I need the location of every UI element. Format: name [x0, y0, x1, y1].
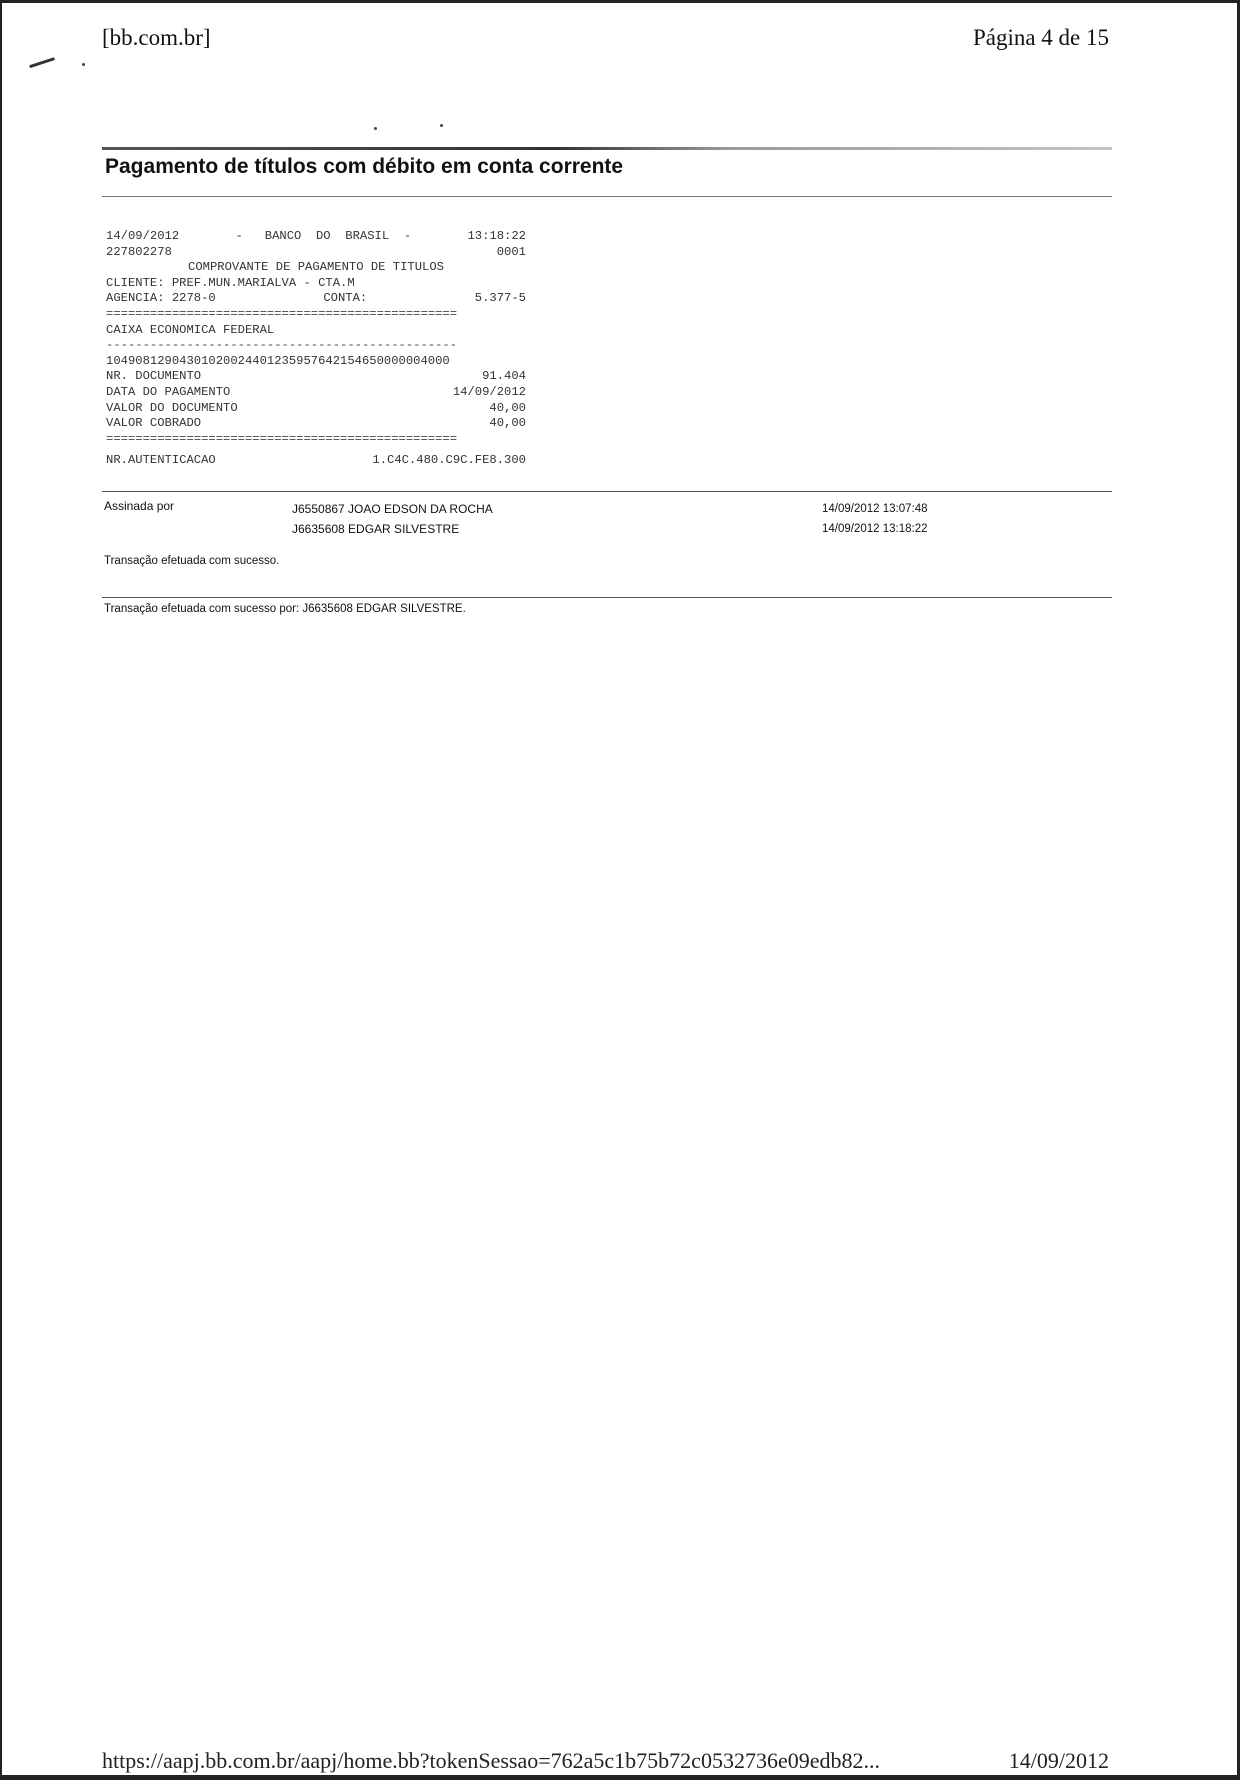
receipt-row-label: NR. DOCUMENTO	[106, 369, 202, 384]
receipt-row-value: 40,00	[489, 400, 526, 415]
receipt-id: 227802278	[106, 244, 172, 259]
receipt-beneficiary	[106, 323, 526, 339]
signer-datetime: 14/09/2012 13:07:48	[822, 503, 928, 515]
receipt-date: 14/09/2012	[106, 229, 180, 243]
receipt-heading-text: COMPROVANTE DE PAGAMENTO DE TITULOS	[188, 260, 444, 275]
signer-list	[292, 499, 493, 539]
receipt-row-label: VALOR DO DOCUMENTO	[106, 400, 238, 415]
receipt-auth-line	[106, 453, 526, 469]
page-number: Página 4 de 15	[972, 25, 1109, 50]
receipt-row-value: 40,00	[489, 416, 526, 431]
receipt-client-text: CLIENTE: PREF.MUN.MARIALVA - CTA.M	[106, 275, 355, 290]
scan-mark	[29, 57, 57, 74]
scan-speck	[82, 63, 85, 66]
receipt-agency: AGENCIA: 2278-0	[106, 291, 216, 306]
receipt-auth-value: 1.C4C.480.C9C.FE8.300	[372, 453, 526, 468]
footer-date: 14/09/2012	[1008, 1748, 1109, 1773]
receipt-row-label: DATA DO PAGAMENTO	[106, 384, 231, 399]
receipt-row-value: 14/09/2012	[452, 384, 526, 399]
final-message: Transação efetuada com sucesso por: J6635608 EDGAR SILVESTRE.	[104, 603, 466, 615]
status-message: Transação efetuada com sucesso.	[104, 555, 280, 567]
receipt-row-value: 91.404	[482, 369, 526, 384]
signer-datetime: 14/09/2012 13:18:22	[822, 523, 928, 535]
receipt-barcode	[106, 354, 526, 370]
signer-datetimes	[822, 499, 928, 539]
receipt-id-line	[106, 245, 526, 261]
signer-name: J6550867 JOAO EDSON DA ROCHA	[292, 502, 493, 516]
receipt-row	[106, 369, 526, 385]
footer-url: https://aapj.bb.com.br/aapj/home.bb?tokenSessao=762a5c1b75b72c0532736e09edb82...	[102, 1748, 880, 1773]
header-site: [bb.com.br]	[102, 25, 211, 50]
top-divider	[102, 147, 1112, 150]
receipt-bank: - BANCO DO BRASIL -	[235, 229, 412, 243]
receipt-agency-line	[106, 291, 526, 307]
scan-speck	[374, 127, 377, 130]
receipt-row	[106, 416, 526, 432]
receipt-beneficiary-text: CAIXA ECONOMICA FEDERAL	[106, 322, 275, 337]
receipt-auth-label: NR.AUTENTICACAO	[106, 453, 216, 468]
title-divider	[102, 196, 1112, 197]
scan-speck	[440, 124, 443, 127]
signer-name: J6635608 EDGAR SILVESTRE	[292, 522, 460, 536]
bottom-divider	[102, 597, 1112, 598]
receipt-client	[106, 276, 526, 292]
signature-label: Assinada por	[104, 499, 175, 513]
receipt-row-label: VALOR COBRADO	[106, 416, 202, 431]
receipt-row	[106, 401, 526, 417]
receipt-separator: ================================================	[106, 306, 458, 321]
receipt-row	[106, 385, 526, 401]
receipt-heading	[106, 260, 526, 276]
receipt-account: 5.377-5	[474, 291, 526, 306]
receipt-header-line	[106, 229, 526, 245]
receipt-time: 13:18:22	[467, 229, 526, 243]
receipt-barcode-text: 10490812904301020024401235957642154650000004000	[106, 353, 450, 368]
receipt-account-label: CONTA:	[323, 291, 368, 306]
signature-divider	[102, 491, 1112, 492]
receipt-separator: ------------------------------------------------	[106, 338, 458, 353]
page-title: Pagamento de títulos com débito em conta corrente	[105, 155, 624, 178]
receipt-separator: ================================================	[106, 431, 458, 446]
receipt-terminal: 0001	[496, 244, 526, 259]
payment-receipt	[106, 229, 526, 469]
